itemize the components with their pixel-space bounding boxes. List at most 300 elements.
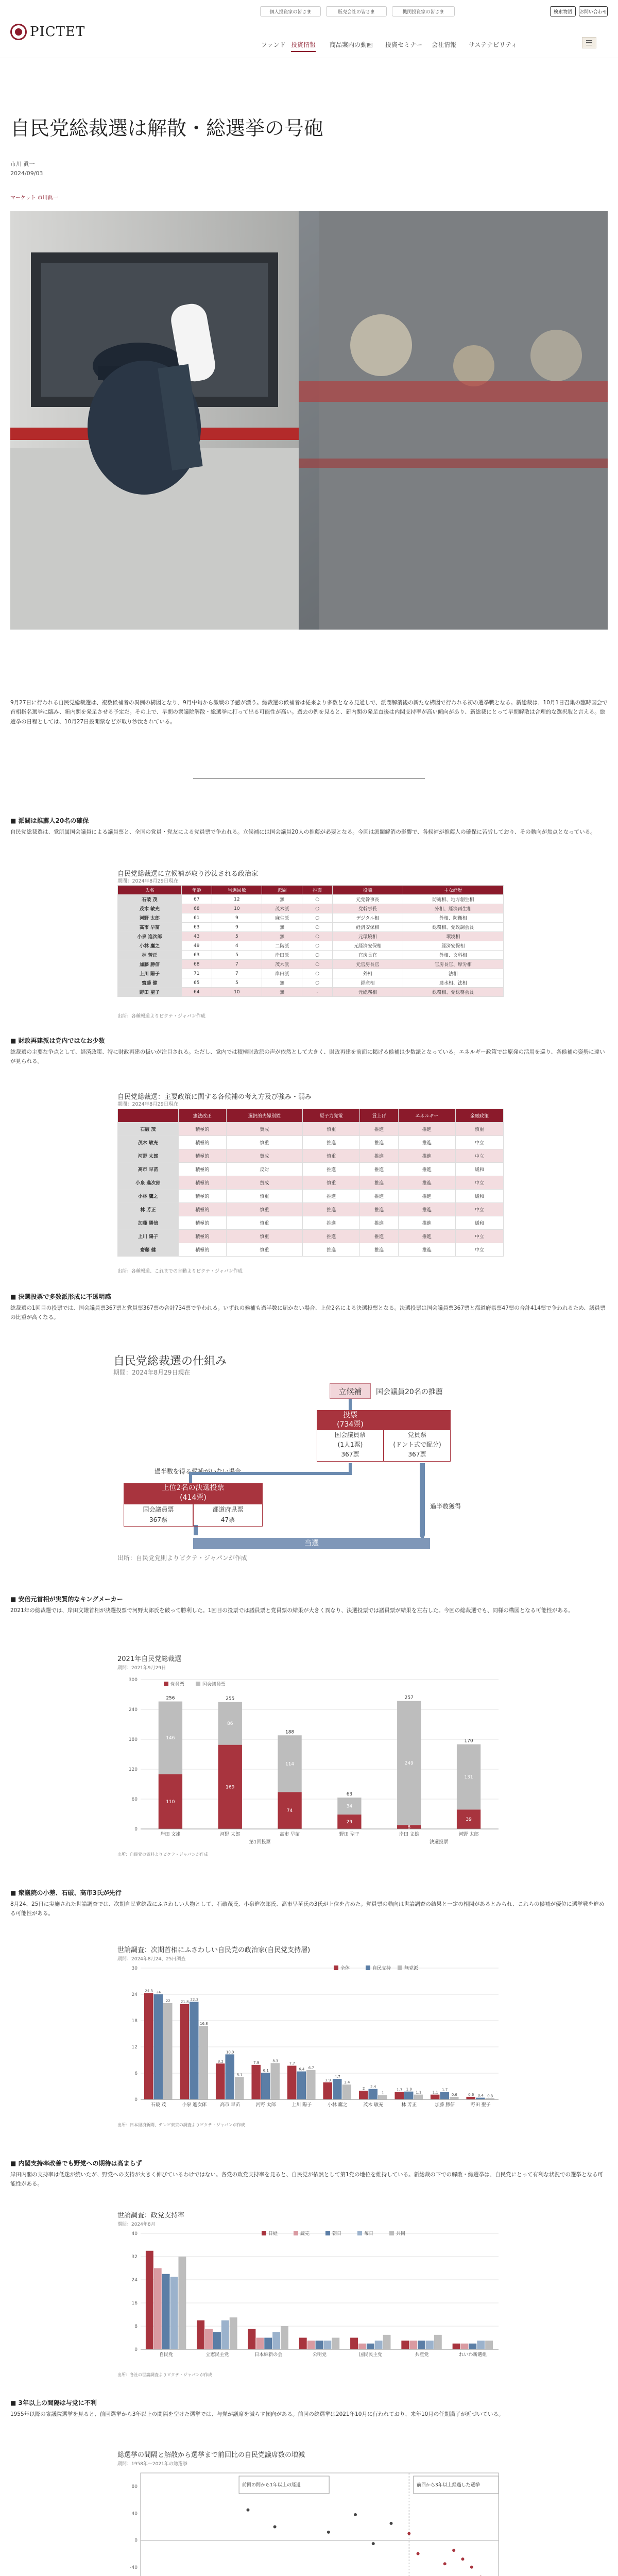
- scatter-point: [461, 2557, 465, 2561]
- table-cell: 71: [181, 969, 212, 978]
- section5-heading: ■ 衆議院の小差、石破、高市3氏が先行: [10, 1889, 122, 1896]
- table-cell: 経済安保相: [403, 941, 503, 951]
- pictet-emblem-icon: [10, 24, 27, 40]
- table-cell: 外相、文科相: [403, 951, 503, 960]
- table-cell: 法相: [403, 969, 503, 978]
- bar-value-label: 22: [165, 1999, 170, 2003]
- table-cell: 慎重: [226, 1203, 302, 1216]
- table-row: [118, 1149, 504, 1163]
- contact-button[interactable]: お問い合わせ: [579, 6, 608, 16]
- table-cell: 推進: [360, 1163, 398, 1176]
- table-cell: 推進: [303, 1230, 360, 1243]
- table-cell: ○: [302, 941, 333, 951]
- table-header-cell: 選択的夫婦別姓: [226, 1109, 302, 1123]
- table-header-cell: 金融政策: [456, 1109, 504, 1123]
- chart-subtitle: 期間：2024年8月24、25日調査: [117, 1957, 186, 1962]
- x-tick-label: 共産党: [415, 2352, 429, 2358]
- bar-value-label: 0.4: [477, 2093, 484, 2098]
- bar: [190, 2002, 199, 2099]
- y-tick-label: 32: [131, 2255, 138, 2260]
- table-cell: 65: [181, 978, 212, 988]
- x-tick-label: 高市 早苗: [220, 2103, 241, 2108]
- section2-heading: ■ 財政再建派は党内ではなお少数: [10, 1037, 105, 1044]
- table-cell: 齋藤 健: [118, 1243, 179, 1257]
- legend-label: 国会議員票: [202, 1682, 226, 1687]
- bar: [453, 2344, 460, 2349]
- table-cell: 加藤 勝信: [118, 1216, 179, 1230]
- section4-heading: ■ 安倍元首相が実質的なキングメーカー: [10, 1596, 123, 1603]
- bar: [440, 2092, 449, 2099]
- table-cell: 野田 聖子: [118, 988, 182, 997]
- x-tick-label: 小泉 進次郎: [182, 2103, 207, 2108]
- annotation-label: 前回から3年以上経過した選挙: [416, 2483, 480, 2488]
- menu-icon[interactable]: [582, 37, 596, 48]
- table-cell: 推進: [398, 1136, 455, 1149]
- flow-mp-sub: (1人1票): [337, 1441, 363, 1448]
- table-cell: ○: [302, 904, 333, 913]
- x-tick-label: 小林 鷹之: [327, 2103, 348, 2108]
- table-cell: 63: [181, 923, 212, 932]
- table-cell: 上川 陽子: [118, 1230, 179, 1243]
- table-cell: 積極的: [178, 1163, 226, 1176]
- table-cell: ○: [302, 895, 333, 904]
- nav-company[interactable]: 会社情報: [432, 41, 457, 48]
- bar: [323, 2082, 332, 2099]
- bar-value-label: 1.1: [432, 2090, 438, 2095]
- bar: [476, 2098, 485, 2099]
- bar: [466, 2097, 475, 2099]
- legend-label: 自民支持: [372, 1966, 391, 1971]
- y-tick-label: 0: [134, 2538, 138, 2544]
- flow-mp-votes: [317, 1430, 384, 1462]
- table-row: [118, 1203, 504, 1216]
- chart-election-interval: [117, 2450, 504, 2576]
- flow-runoff-mp-label: 国会議員票: [143, 1506, 174, 1513]
- y-tick-label: -40: [130, 2565, 138, 2570]
- table-cell: 10: [212, 988, 262, 997]
- institutional-investors-link[interactable]: 機関投資家の皆さま: [392, 6, 455, 16]
- bar: [205, 2329, 213, 2349]
- flow-party-votes: [384, 1430, 451, 1462]
- bar-value-label: 1.7: [397, 2088, 403, 2092]
- bar: [213, 2332, 221, 2349]
- table-cell: 河野 太郎: [118, 913, 182, 923]
- table-cell: ○: [302, 951, 333, 960]
- table-cell: 林 芳正: [118, 951, 182, 960]
- group-label: 第1回投票: [249, 1840, 271, 1845]
- bar: [332, 2338, 339, 2350]
- table-cell: 賛成: [226, 1149, 302, 1163]
- table-cell: 二階派: [262, 941, 302, 951]
- table-cell: 43: [181, 932, 212, 941]
- flow-runoff-pref: [193, 1504, 263, 1527]
- bar: [350, 2338, 358, 2350]
- flow-party-label: 党員票: [407, 1431, 426, 1438]
- y-tick-label: 0: [134, 2347, 138, 2352]
- table-cell: 齋藤 健: [118, 978, 182, 988]
- legend-swatch: [366, 1965, 370, 1970]
- x-tick-label: 林 芳正: [401, 2103, 417, 2108]
- article-title: 自民党総裁選は解散・総選挙の号砲: [10, 117, 324, 140]
- table-cell: 慎重: [226, 1230, 302, 1243]
- table-cell: 慎重: [226, 1216, 302, 1230]
- table-cell: 中立: [456, 1243, 504, 1257]
- table-header-cell: エネルギー: [398, 1109, 455, 1123]
- bar: [256, 2338, 264, 2350]
- y-tick-label: 16: [131, 2301, 138, 2306]
- bar: [323, 2341, 331, 2349]
- table-cell: 推進: [398, 1216, 455, 1230]
- flow-runoff-total: (414票): [180, 1494, 207, 1502]
- flow-recommendation: 国会議員20名の推薦: [376, 1388, 443, 1396]
- table-cell: 慎重: [456, 1123, 504, 1136]
- bar: [431, 2095, 440, 2099]
- legend-swatch: [334, 1965, 338, 1970]
- table1-subtitle: 期間：2024年8月29日現在: [117, 878, 179, 884]
- bar-value-label: 110: [166, 1799, 175, 1805]
- bar-value-label: 16.8: [199, 2022, 208, 2026]
- bar-value-label: 5.1: [236, 2073, 243, 2077]
- search-button[interactable]: 検索物語: [550, 6, 576, 16]
- table-header-cell: 原子力発電: [303, 1109, 360, 1123]
- bar: [230, 2317, 237, 2349]
- table-row: [118, 1136, 504, 1149]
- legend-swatch: [398, 1965, 402, 1970]
- distributors-link[interactable]: 販売会社の皆さま: [326, 6, 387, 16]
- scatter-point: [470, 2566, 473, 2569]
- y-tick-label: 60: [131, 1797, 138, 1802]
- y-tick-label: 0: [134, 2097, 138, 2103]
- table-cell: 石破 茂: [118, 895, 182, 904]
- table-cell: 推進: [303, 1136, 360, 1149]
- table-cell: 推進: [360, 1230, 398, 1243]
- table-cell: 緩和: [456, 1216, 504, 1230]
- table1-title: 自民党総裁選に立候補が取り沙汰される政治家: [117, 870, 259, 878]
- legend-label: 全体: [340, 1966, 350, 1971]
- table-cell: 官房長官: [332, 951, 403, 960]
- table-cell: 無: [262, 923, 302, 932]
- table-header-cell: 当選回数: [212, 886, 262, 895]
- bar: [162, 2274, 170, 2349]
- table-cell: 農水相、法相: [403, 978, 503, 988]
- bar-value-label: 34: [346, 1804, 353, 1809]
- table-row: [118, 923, 504, 932]
- table-cell: 官房長官、厚労相: [403, 960, 503, 969]
- legend-label: 毎日: [364, 2231, 374, 2236]
- bar: [216, 2063, 225, 2099]
- table-cell: 積極的: [178, 1123, 226, 1136]
- table-cell: 9: [212, 913, 262, 923]
- nav-sustainability[interactable]: サステナビリティ: [469, 41, 518, 48]
- bar: [477, 2341, 485, 2349]
- bar: [306, 2070, 316, 2099]
- table-row: [118, 988, 504, 997]
- table-row: [118, 951, 504, 960]
- table-row: [118, 1216, 504, 1230]
- table-cell: 高市 早苗: [118, 923, 182, 932]
- nav-seminars[interactable]: 投資セミナー: [385, 41, 423, 48]
- bar: [144, 1993, 153, 2099]
- legend-swatch: [357, 2231, 362, 2235]
- bar-value-label: 10.3: [226, 2050, 234, 2055]
- table-cell: 中立: [456, 1176, 504, 1190]
- y-tick-label: 180: [128, 1737, 138, 1742]
- logo-wordmark: PICTET: [30, 24, 85, 40]
- table-cell: 石破 茂: [118, 1123, 179, 1136]
- bar-total-label: 170: [464, 1738, 473, 1744]
- bar: [409, 2341, 417, 2349]
- bar-value-label: 2: [362, 2087, 365, 2091]
- table-cell: 茂木派: [262, 960, 302, 969]
- table-cell: 総務相、党政調会長: [403, 923, 503, 932]
- table-cell: 慎重: [226, 1190, 302, 1203]
- table-cell: 賛成: [226, 1176, 302, 1190]
- table1-source: 出所：各種報道よりピクテ・ジャパン作成: [117, 1014, 205, 1019]
- publish-date: 2024/09/03: [10, 170, 43, 177]
- table-header-cell: 派閥: [262, 886, 302, 895]
- chart-title: 世論調査：次期首相にふさわしい自民党の政治家(自民党支持層): [117, 1946, 311, 1954]
- flow-party-sub: (ドント式で配分): [393, 1441, 441, 1448]
- x-tick-label: 上川 陽子: [291, 2103, 312, 2108]
- chart-subtitle: 期間：2024年8月: [117, 2222, 156, 2227]
- bar-value-label: 8: [407, 1825, 411, 1831]
- nav-investment-info[interactable]: 投資情報: [291, 40, 316, 52]
- bar: [461, 2344, 469, 2349]
- bar-value-label: 146: [166, 1736, 175, 1741]
- table-cell: 元官房長官: [332, 960, 403, 969]
- table-header-cell: 主な経歴: [403, 886, 503, 895]
- chart-subtitle: 期間：2021年9月29日: [117, 1666, 166, 1671]
- chart-party-support: [117, 2210, 504, 2380]
- bar-value-label: 1: [382, 2091, 384, 2095]
- nav-funds[interactable]: ファンド: [261, 41, 286, 48]
- scatter-point: [452, 2549, 455, 2552]
- table-cell: ○: [302, 978, 333, 988]
- table-cell: 推進: [398, 1176, 455, 1190]
- table-cell: 推進: [398, 1230, 455, 1243]
- section1-heading: ■ 派閥は推薦人20名の確保: [10, 817, 89, 824]
- table-cell: ○: [302, 960, 333, 969]
- table-row: [118, 1230, 504, 1243]
- individual-investors-link[interactable]: 個人投資家の皆さま: [260, 6, 321, 16]
- table-row: [118, 941, 504, 951]
- bar: [375, 2341, 383, 2349]
- table-cell: 推進: [360, 1123, 398, 1136]
- bar: [221, 2320, 229, 2349]
- bar-value-label: 1.8: [406, 2087, 412, 2092]
- flow-vote-total: (734票): [337, 1420, 364, 1429]
- bar-total-label: 63: [346, 1792, 353, 1798]
- table-cell: 推進: [360, 1216, 398, 1230]
- table-row: [118, 1190, 504, 1203]
- bar-value-label: 2.4: [370, 2084, 376, 2089]
- table-header-cell: 賃上げ: [360, 1109, 398, 1123]
- table-cell: 68: [181, 960, 212, 969]
- bar-value-label: 7.7: [289, 2061, 295, 2066]
- flow-mp-count: 367票: [341, 1451, 359, 1458]
- table-cell: 12: [212, 895, 262, 904]
- bar: [367, 2344, 374, 2349]
- table-row: [118, 969, 504, 978]
- y-tick-label: 6: [134, 2071, 138, 2076]
- y-tick-label: 24: [131, 1992, 138, 1997]
- x-tick-label: 河野 太郎: [255, 2103, 276, 2108]
- bar: [358, 2344, 366, 2349]
- table-cell: 麻生派: [262, 913, 302, 923]
- bar: [163, 2003, 173, 2099]
- table-cell: 緩和: [456, 1163, 504, 1176]
- bar: [342, 2084, 352, 2099]
- flow-runoff-pref-label: 都道府県票: [212, 1506, 244, 1513]
- scatter-point: [354, 2513, 357, 2516]
- table-cell: 積極的: [178, 1136, 226, 1149]
- flow-runoff-pref-count: 47票: [220, 1516, 235, 1523]
- article-tags[interactable]: マーケット 市川眞一: [10, 195, 58, 201]
- bar: [264, 2338, 272, 2350]
- table-header-cell: 推薦: [302, 886, 333, 895]
- table-cell: 外相、経済再生相: [403, 904, 503, 913]
- y-tick-label: 30: [131, 1966, 138, 1971]
- legend-swatch: [164, 1682, 168, 1686]
- bar: [180, 2004, 189, 2099]
- bar: [469, 2344, 476, 2349]
- bar-value-label: 39: [466, 1817, 472, 1823]
- table-row: [118, 1176, 504, 1190]
- bar-value-label: 21.8: [180, 1999, 189, 2004]
- flow-vote-box: [317, 1410, 384, 1430]
- y-tick-label: 18: [131, 2019, 138, 2024]
- table-cell: 推進: [303, 1216, 360, 1230]
- legend-label: 無党派: [404, 1966, 419, 1971]
- x-tick-label: 公明党: [312, 2352, 327, 2358]
- table-cell: 岸田派: [262, 969, 302, 978]
- flow-runoff-label: 上位2名の決選投票: [162, 1484, 225, 1492]
- table-row: [118, 913, 504, 923]
- bar-value-label: 7.9: [253, 2060, 260, 2065]
- candidates-table: [117, 885, 504, 997]
- table-cell: 63: [181, 951, 212, 960]
- pictet-logo[interactable]: [10, 24, 85, 40]
- table-cell: 推進: [303, 1190, 360, 1203]
- bar-value-label: 1.1: [416, 2090, 422, 2095]
- table-cell: 推進: [398, 1163, 455, 1176]
- table2-title: 自民党総裁選：主要政策に関する各候補の考え方及び強み・弱み: [117, 1093, 312, 1101]
- x-tick-label: 高市 早苗: [280, 1832, 300, 1837]
- table-cell: 5: [212, 978, 262, 988]
- bar: [170, 2277, 178, 2349]
- x-tick-label: 立憲民主党: [205, 2352, 229, 2358]
- table-row: [118, 932, 504, 941]
- nav-videos[interactable]: 商品案内の動画: [330, 41, 373, 48]
- chart-title: 世論調査：政党支持率: [117, 2212, 185, 2219]
- table-cell: 9: [212, 923, 262, 932]
- flow-runoff-box: [124, 1483, 263, 1504]
- table-cell: 中立: [456, 1136, 504, 1149]
- bar-value-label: 74: [286, 1808, 293, 1814]
- bar-value-label: 86: [227, 1721, 233, 1727]
- table-cell: 賛成: [226, 1123, 302, 1136]
- bar: [316, 2341, 323, 2349]
- table-cell: 積極的: [178, 1203, 226, 1216]
- table-cell: 積極的: [178, 1176, 226, 1190]
- table-cell: 61: [181, 913, 212, 923]
- table-cell: 積極的: [178, 1190, 226, 1203]
- table-cell: 67: [181, 895, 212, 904]
- bar: [235, 2077, 244, 2099]
- chart-source: 出所：日本経済新聞、テレビ東京の調査よりピクテ・ジャパンが作成: [117, 2123, 245, 2127]
- section4-paragraph: 2021年の総裁選では、岸田文雄首相が決選投票で河野太郎氏を破って勝利した。1回目の投票では議員票と党員票の結果が大きく異なり、決選投票では議員票が結果を左右した。今回の総裁選でも、同様の構図となる可能性がある。: [10, 1607, 574, 1614]
- table-cell: 元環境相: [332, 932, 403, 941]
- hero-image: [10, 211, 608, 630]
- table-cell: ○: [302, 969, 333, 978]
- y-tick-label: 8: [134, 2324, 138, 2329]
- table2-source: 出所：各種報道、これまでの言動よりピクテ・ジャパン作成: [117, 1269, 243, 1274]
- table-cell: 中立: [456, 1230, 504, 1243]
- bar: [225, 2054, 234, 2099]
- legend-label: 共同: [396, 2231, 406, 2236]
- table-cell: -: [302, 988, 333, 997]
- legend-label: 読売: [300, 2231, 310, 2236]
- flow-mp-label: 国会議員票: [334, 1431, 366, 1438]
- section3-paragraph: 総裁選の1回目の投票では、国会議員票367票と党員票367票の合計734票で争われる。いずれの候補も過半数に届かない場合、上位2名による決選投票となる。決選投票は国会議員票367票と都道府県票47票の合計414票で争われるため、議員票の比重が高くなる。: [10, 1305, 606, 1321]
- scatter-point: [372, 2542, 375, 2545]
- table-cell: 小泉 進次郎: [118, 1176, 179, 1190]
- chart-source: 出所：自民党の資料よりピクテ・ジャパンが作成: [117, 1852, 208, 1857]
- section6-paragraph: 岸田内閣の支持率は低迷が続いたが、野党への支持が大きく伸びているわけではない。各党の政党支持率を見ると、自民党が依然として第1党の地位を維持している。新総裁の下での解散・総選挙は、自民党にとって有利な状況での選挙となる可能性がある。: [10, 2172, 603, 2188]
- bar-value-label: 24: [156, 1990, 161, 1994]
- table-cell: 無: [262, 988, 302, 997]
- bar: [414, 2095, 423, 2099]
- bar-value-label: 0.3: [487, 2094, 493, 2098]
- flow-runoff-mp: [124, 1504, 193, 1527]
- section2-paragraph: 総裁選の主要な争点として、経済政策、特に財政再建の扱いが注目される。ただし、党内では積極財政派の声が依然として大きく、財政再建を前面に掲げる候補は少数派となっている。エネルギー政策では原発の活用を巡り、各候補の姿勢に違いが見られる。: [10, 1049, 605, 1065]
- table-cell: 積極的: [178, 1149, 226, 1163]
- scatter-point: [390, 2522, 393, 2525]
- bar-value-label: 1.7: [442, 2088, 448, 2092]
- bar-value-label: 169: [226, 1785, 235, 1790]
- flow-runoff-mp-count: 367票: [149, 1516, 167, 1523]
- bar: [485, 2341, 493, 2349]
- table-row: [118, 960, 504, 969]
- table-cell: 49: [181, 941, 212, 951]
- table-cell: 外相、防衛相: [403, 913, 503, 923]
- bar-value-label: 0.6: [468, 2092, 474, 2097]
- bar-value-label: 3.9: [325, 2078, 331, 2082]
- table-cell: 防衛相、地方創生相: [403, 895, 503, 904]
- table-row: [118, 1163, 504, 1176]
- table-cell: 中立: [456, 1149, 504, 1163]
- x-tick-label: 野田 聖子: [470, 2103, 491, 2108]
- bar-value-label: 8.2: [217, 2059, 224, 2064]
- table-cell: 無: [262, 932, 302, 941]
- table-header-cell: 氏名: [118, 886, 182, 895]
- bar-total-label: 188: [285, 1730, 295, 1735]
- scatter-point: [273, 2525, 277, 2528]
- x-tick-label: 加藤 勝信: [435, 2103, 455, 2108]
- scatter-point: [247, 2509, 250, 2512]
- table-cell: 茂木派: [262, 904, 302, 913]
- flow-vote-label: 投票: [343, 1411, 357, 1419]
- table-cell: 小林 鷹之: [118, 1190, 179, 1203]
- y-tick-label: 300: [128, 1677, 138, 1683]
- table-cell: 4: [212, 941, 262, 951]
- bar: [434, 2335, 442, 2349]
- x-tick-label: 国民民主党: [359, 2352, 383, 2358]
- legend-label: 党員票: [170, 1682, 185, 1687]
- bar: [154, 2268, 162, 2350]
- table-cell: 高市 早苗: [118, 1163, 179, 1176]
- table-header-cell: 年齢: [181, 886, 212, 895]
